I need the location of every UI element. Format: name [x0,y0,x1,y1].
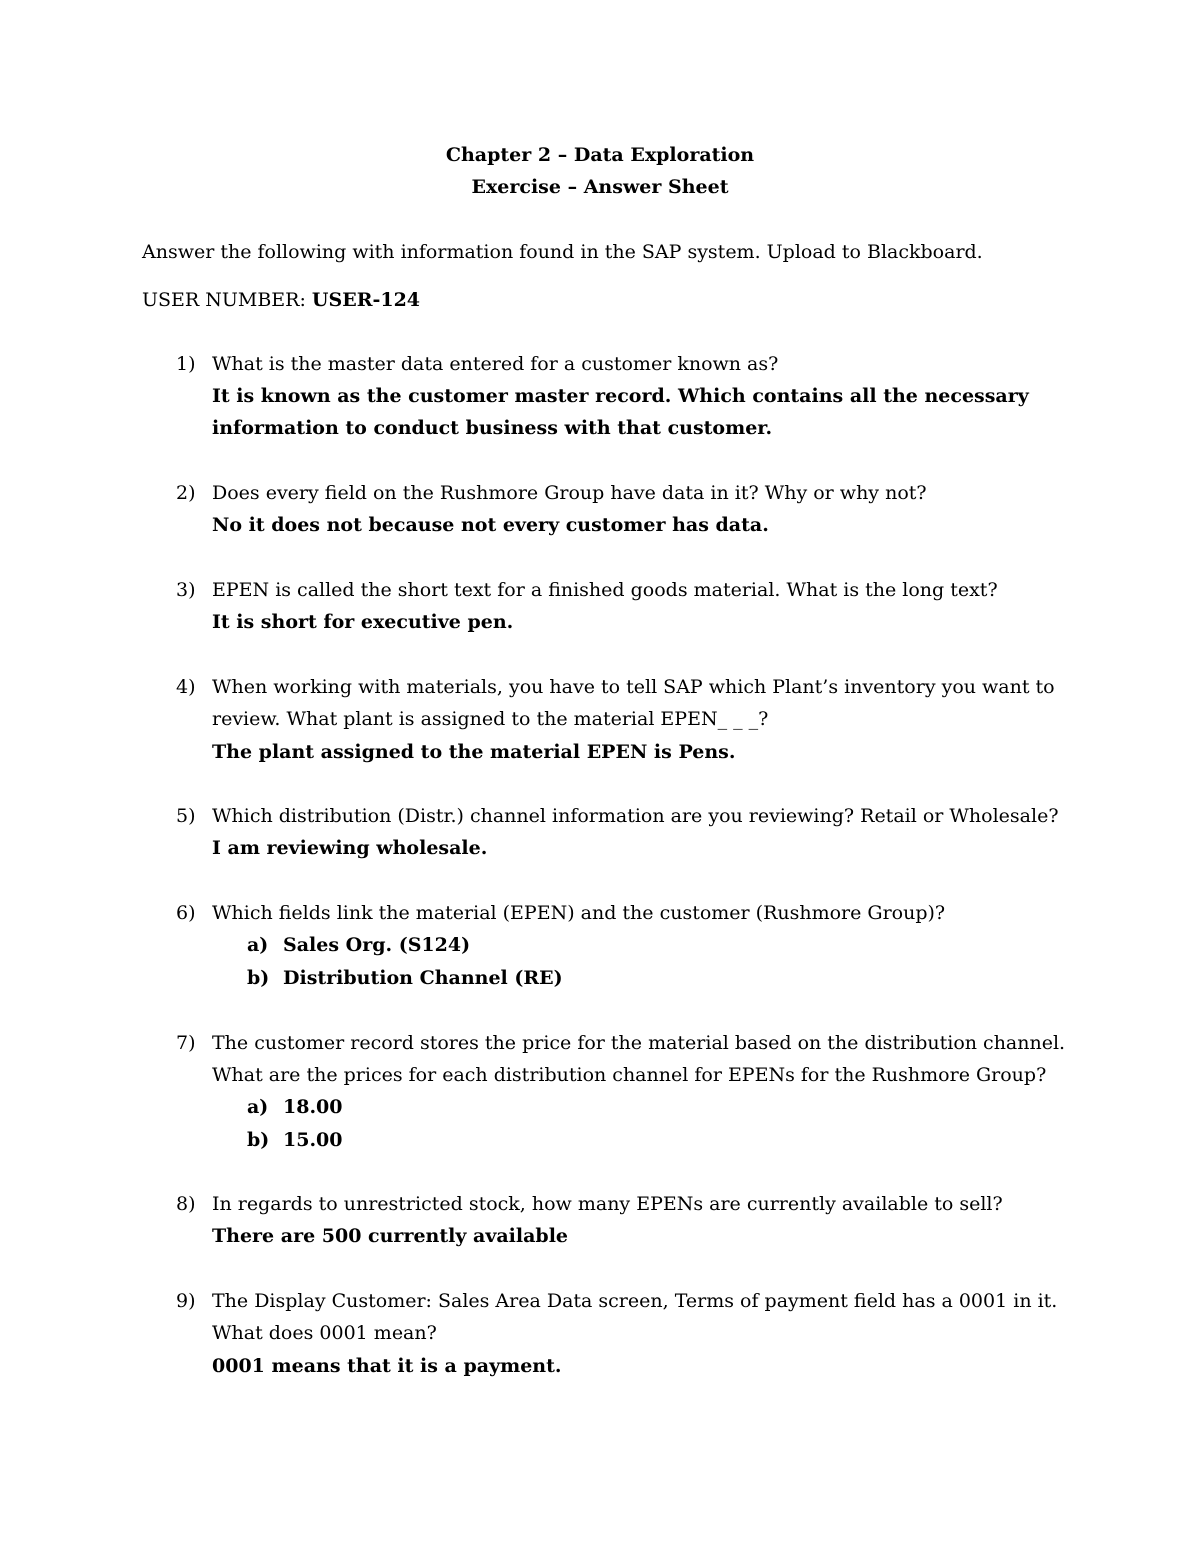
question-number: 3) [176,579,196,601]
question-number: 9) [176,1290,196,1312]
question-number: 2) [176,482,196,504]
question-number: 4) [176,676,196,698]
question-text: EPEN is called the short text for a finished goods material. What is the long text? [212,579,998,601]
question-text: What is the master data entered for a customer known as? [212,353,779,375]
question-text: What are the prices for each distribution channel for EPENs for the Rushmore Group? [212,1064,1047,1086]
question-number: 6) [176,902,196,924]
question-text: Does every field on the Rushmore Group have data in it? Why or why not? [212,482,927,504]
document-subtitle: Exercise – Answer Sheet [471,176,729,198]
sub-answer-label: b) [247,1129,270,1151]
sub-answer-label: b) [247,967,270,989]
instructions-text: Answer the following with information found in the SAP system. Upload to Blackboard. [142,241,983,263]
question-number: 8) [176,1193,196,1215]
sub-answer-text: Sales Org. (S124) [283,934,471,956]
answer-text: The plant assigned to the material EPEN is Pens. [212,741,736,763]
answer-text: There are 500 currently available [212,1225,569,1247]
answer-text: It is short for executive pen. [212,611,514,633]
document-title: Chapter 2 – Data Exploration [445,144,755,166]
sub-answer-label: a) [247,934,269,956]
question-text: review. What plant is assigned to the material EPEN_ _ _? [212,708,769,730]
answer-text: No it does not because not every customer has data. [212,514,769,536]
question-text: The Display Customer: Sales Area Data screen, Terms of payment field has a 0001 in it. [212,1290,1058,1312]
user-number-label: USER NUMBER: [142,289,312,311]
question-number: 5) [176,805,196,827]
answer-text: 0001 means that it is a payment. [212,1355,562,1377]
answer-text: It is known as the customer master record. Which contains all the necessary [212,385,1029,407]
answer-text: I am reviewing wholesale. [212,837,488,859]
question-text: Which fields link the material (EPEN) and the customer (Rushmore Group)? [212,902,946,924]
question-text: In regards to unrestricted stock, how many EPENs are currently available to sell? [212,1193,1003,1215]
question-text: What does 0001 mean? [212,1322,437,1344]
question-number: 7) [176,1032,196,1054]
question-text: When working with materials, you have to tell SAP which Plant’s inventory you want to [212,676,1055,698]
question-text: Which distribution (Distr.) channel information are you reviewing? Retail or Wholesale? [212,805,1059,827]
sub-answer-text: 18.00 [283,1096,343,1118]
sub-answer-text: Distribution Channel (RE) [283,967,563,989]
sub-answer-text: 15.00 [283,1129,343,1151]
answer-text: information to conduct business with that customer. [212,417,773,439]
question-text: The customer record stores the price for the material based on the distribution channel. [212,1032,1066,1054]
user-number-value: USER-124 [311,289,421,311]
user-number-line [142,288,420,312]
question-number: 1) [176,353,196,375]
sub-answer-label: a) [247,1096,269,1118]
